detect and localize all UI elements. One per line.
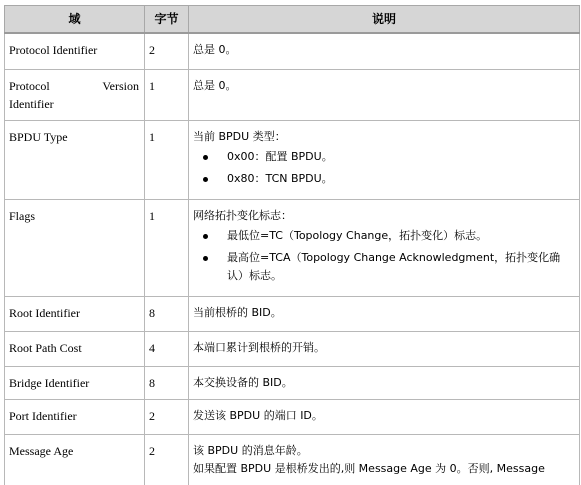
field-name: Bridge Identifier: [5, 366, 145, 399]
table-row: [5, 434, 580, 485]
list-item: 最低位=TC（Topology Change，拓扑变化）标志。: [227, 227, 574, 245]
field-bytes: 8: [145, 366, 189, 399]
header-field: 域: [5, 6, 145, 34]
description-intro: 当前 BPDU 类型：: [193, 129, 286, 143]
table-row: [5, 199, 580, 296]
table-row: [5, 33, 580, 69]
bullet-list: [193, 227, 574, 285]
table-header-row: [5, 6, 580, 34]
description-line: 该 BPDU 的消息年龄。: [193, 443, 308, 457]
field-description: 当前根桥的 BID。: [189, 296, 580, 331]
table-row: [5, 120, 580, 199]
bpdu-field-table: [4, 5, 580, 485]
field-bytes: 1: [145, 120, 189, 199]
field-name: BPDU Type: [5, 120, 145, 199]
header-desc: 说明: [189, 6, 580, 34]
field-name-line1: Protocol Version: [9, 78, 139, 93]
description-intro: 网络拓扑变化标志：: [193, 208, 292, 222]
field-name: Protocol Identifier: [5, 33, 145, 69]
bullet-list: [193, 148, 574, 188]
description-line: 如果配置 BPDU 是根桥发出的,则 Message Age 为 0。否则, Message: [193, 461, 545, 475]
table-row: [5, 331, 580, 366]
field-name: Port Identifier: [5, 399, 145, 434]
table-row: [5, 399, 580, 434]
list-item: 最高位=TCA（Topology Change Acknowledgment，拓扑变化确认）标志。: [227, 249, 574, 285]
field-description: 发送该 BPDU 的端口 ID。: [189, 399, 580, 434]
field-description: [189, 120, 580, 199]
field-name: Root Identifier: [5, 296, 145, 331]
field-bytes: 1: [145, 69, 189, 120]
field-name: Root Path Cost: [5, 331, 145, 366]
field-name: Flags: [5, 199, 145, 296]
table-row: [5, 69, 580, 120]
table-row: [5, 366, 580, 399]
field-bytes: 1: [145, 199, 189, 296]
field-name-line2: Identifier: [9, 96, 54, 111]
field-bytes: 4: [145, 331, 189, 366]
table-row: [5, 296, 580, 331]
field-bytes: 8: [145, 296, 189, 331]
header-bytes: 字节: [145, 6, 189, 34]
field-description: [189, 199, 580, 296]
list-item: 0x80：TCN BPDU。: [227, 170, 574, 188]
field-bytes: 2: [145, 33, 189, 69]
field-description: 本交换设备的 BID。: [189, 366, 580, 399]
field-description: [189, 434, 580, 485]
field-description: 本端口累计到根桥的开销。: [189, 331, 580, 366]
field-name: [5, 69, 145, 120]
field-description: 总是 0。: [189, 33, 580, 69]
list-item: 0x00：配置 BPDU。: [227, 148, 574, 166]
field-name: Message Age: [5, 434, 145, 485]
field-bytes: 2: [145, 399, 189, 434]
field-description: 总是 0。: [189, 69, 580, 120]
field-bytes: 2: [145, 434, 189, 485]
